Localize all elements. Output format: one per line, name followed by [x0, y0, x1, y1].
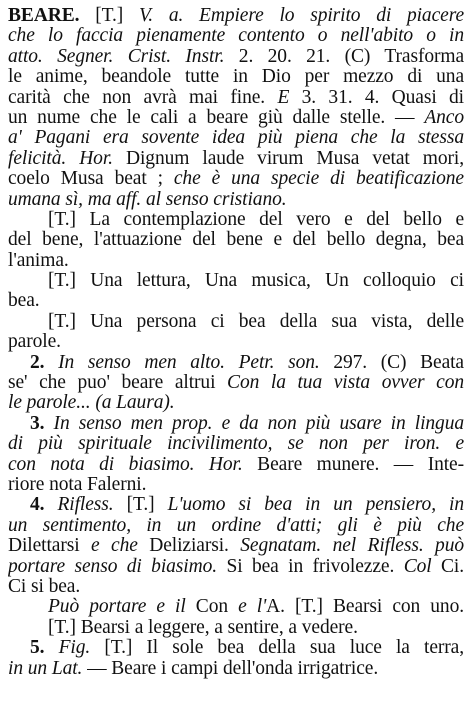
entry-line — [8, 597, 464, 617]
entry-line — [8, 26, 464, 46]
entry-line — [8, 434, 464, 454]
entry-line — [8, 618, 464, 638]
text-segment: E — [277, 87, 290, 108]
entry-line — [8, 495, 464, 515]
entry-line — [8, 332, 464, 352]
text-segment: Rifless. — [57, 495, 114, 516]
text-segment: [T.] Il sole bea della sua luce la terra, — [90, 638, 464, 659]
text-segment: [T.] — [95, 6, 139, 26]
text-segment: 2. 20. 21. (C) Trasforma — [238, 46, 464, 67]
entry-line — [8, 6, 464, 26]
entry-line — [8, 251, 464, 271]
text-segment: con nota di biasimo. Hor. — [8, 454, 243, 475]
text-segment: [T.] Una lettura, Una musica, Un colloquio ci — [48, 271, 464, 292]
text-segment: coelo Musa beat ; — [8, 169, 174, 190]
text-segment: Col — [403, 556, 432, 577]
text-segment: che è una specie di beatificazione — [173, 169, 464, 190]
entry-line — [8, 149, 464, 169]
text-segment: Dilettarsi — [8, 536, 92, 557]
entry-line — [8, 475, 464, 495]
entry-line — [8, 291, 464, 311]
text-segment: se' che puo' beare altrui — [8, 373, 228, 394]
text-segment: Ci si bea. — [8, 576, 81, 597]
text-segment: l'anima. — [8, 250, 69, 271]
text-segment: In senso men alto. Petr. son. — [58, 352, 320, 373]
entry-line — [8, 393, 464, 413]
text-segment: e l' — [238, 597, 267, 618]
text-segment: A. [T.] Bearsi con uno. — [266, 597, 464, 618]
text-segment: Ci. — [431, 556, 464, 577]
text-segment: [T.] Una persona ci bea della sua vista, delle — [48, 311, 464, 332]
text-segment: a' Pagani era sovente idea più piena che la stessa — [8, 128, 464, 149]
text-segment: di più spirituale incivilimento, se non per iron. e — [8, 434, 464, 455]
text-segment: 297. (C) Beata — [319, 352, 464, 373]
text-segment: [T.] — [113, 495, 168, 516]
entry-line — [8, 353, 464, 373]
text-segment: Anco — [424, 107, 464, 128]
text-segment: BEARE. — [8, 6, 96, 26]
text-segment: Deliziarsi. — [137, 536, 241, 557]
text-segment: 3. 31. 4. Quasi di — [289, 87, 464, 108]
entry-line — [8, 659, 464, 679]
text-segment: che lo faccia pienamente contento o nell'abito o in — [8, 26, 464, 47]
entry-line — [8, 577, 464, 597]
entry-line — [8, 536, 464, 556]
entry-line — [8, 67, 464, 87]
text-segment: le parole... (a Laura). — [8, 393, 175, 414]
text-segment: Segnatam. nel Rifless. può — [240, 536, 464, 557]
text-segment: [T.] La contemplazione del vero e del bello e — [48, 209, 464, 230]
text-segment: un sentimento, in un ordine d'atti; gli è più che — [8, 515, 464, 536]
text-segment: carità che non avrà mai fine. — [8, 87, 278, 108]
text-segment: Fig. — [58, 638, 91, 659]
entry-line — [8, 108, 464, 128]
text-segment: atto. Segner. Crist. Instr. — [8, 46, 239, 67]
entry-line — [8, 190, 464, 210]
text-segment: bea. — [8, 291, 40, 312]
entry-line — [8, 169, 464, 189]
text-segment: Si bea in frivolezze. — [217, 556, 404, 577]
entry-line — [8, 414, 464, 434]
text-segment: e che — [91, 536, 138, 557]
entry-line — [8, 230, 464, 250]
text-segment: riore nota Falerni. — [8, 474, 147, 495]
entry-line — [8, 210, 464, 230]
entry-line — [8, 373, 464, 393]
text-segment: 3. — [30, 413, 54, 434]
entry-line — [8, 638, 464, 658]
entry-line — [8, 88, 464, 108]
text-segment: in un Lat. — [8, 658, 83, 679]
text-segment: [T.] Bearsi a leggere, a sentire, a vedere. — [48, 617, 358, 638]
entry-line — [8, 455, 464, 475]
entry-line — [8, 557, 464, 577]
text-segment: Con la tua vista ovver con — [227, 373, 464, 394]
entry-line — [8, 47, 464, 67]
text-segment: parole. — [8, 332, 61, 353]
text-segment: V. a. Empiere lo spirito di piacere — [138, 6, 464, 26]
text-segment: Dignum laude virum Musa vetat mori, — [112, 148, 464, 169]
text-segment: In senso men prop. e da non più usare in lingua — [53, 413, 464, 434]
text-segment: — Beare i campi dell'onda irrigatrice. — [82, 658, 379, 679]
entry-line — [8, 312, 464, 332]
entry-line — [8, 516, 464, 536]
entry-line — [8, 271, 464, 291]
text-segment: 4. — [30, 495, 58, 516]
text-segment: le anime, beandole tutte in Dio per mezzo di una — [8, 67, 464, 88]
text-segment: 2. — [30, 352, 59, 373]
text-segment: Può portare e il — [48, 597, 196, 618]
entry-line — [8, 128, 464, 148]
text-segment: felicità. Hor. — [8, 148, 113, 169]
text-segment: un nume che le cali a beare giù dalle stelle. — — [8, 107, 425, 128]
text-segment: 5. — [30, 638, 59, 659]
text-segment: portare senso di biasimo. — [8, 556, 218, 577]
text-segment: del bene, l'attuazione del bene e del bello degna, bea — [8, 230, 464, 251]
text-segment: Beare munere. — Inte- — [242, 454, 464, 475]
text-segment: Con — [195, 597, 239, 618]
text-segment: umana sì, ma aff. al senso cristiano. — [8, 189, 287, 210]
text-segment: L'uomo si bea in un pensiero, in — [167, 495, 464, 516]
